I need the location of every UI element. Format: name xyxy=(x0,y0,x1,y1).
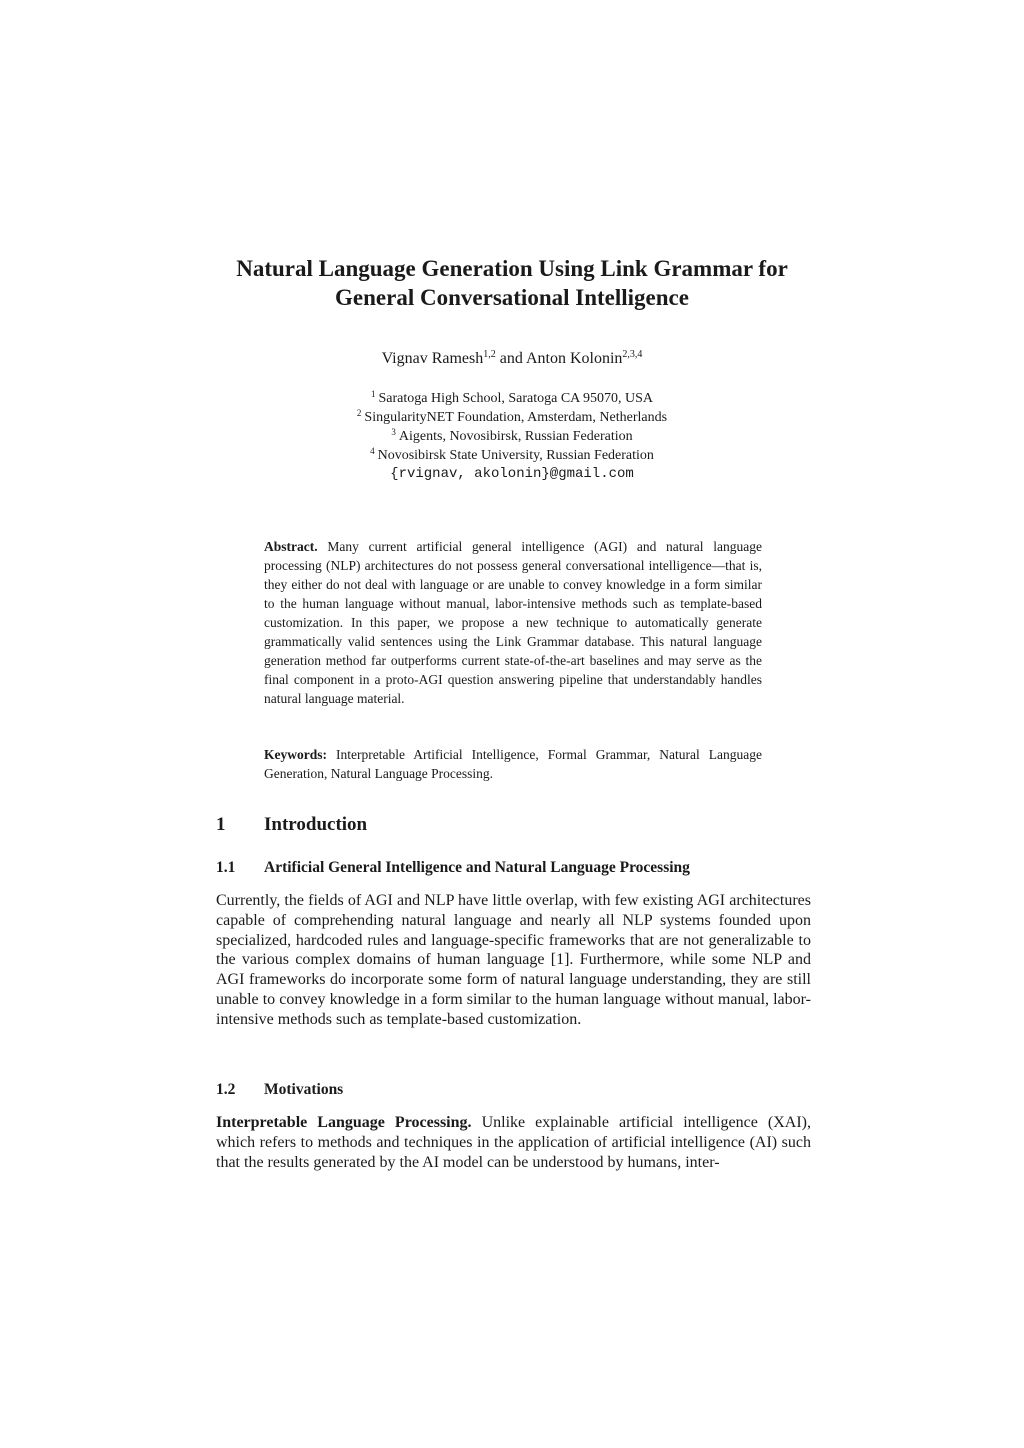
author-1: Vignav Ramesh xyxy=(381,350,484,367)
section-title: Introduction xyxy=(264,814,368,835)
abstract xyxy=(264,537,762,708)
subsection-number: 1.2 xyxy=(216,1081,236,1098)
paragraph-2-label: Interpretable Language Processing. xyxy=(216,1114,472,1131)
subsection-title: Motivations xyxy=(264,1081,344,1098)
abstract-label: Abstract. xyxy=(264,539,318,554)
author-email: {rvignav, akolonin}@gmail.com xyxy=(390,466,634,482)
body-paragraph-2 xyxy=(216,1113,811,1172)
affiliation-4: $^4$ Novosibirsk State University, Russian Federation xyxy=(370,446,654,463)
section-heading-introduction xyxy=(216,813,367,837)
paper-title xyxy=(150,254,874,312)
affiliation-3: $^3$ Aigents, Novosibirsk, Russian Federation xyxy=(391,427,633,444)
title-line-1: Natural Language Generation Using Link Grammar for xyxy=(236,256,788,281)
author-2: Anton Kolonin xyxy=(525,350,623,367)
subsection-title: Artificial General Intelligence and Natural Language Processing xyxy=(264,859,690,876)
paragraph-2-text: Unlike explainable artificial intelligence (XAI), which refers to methods and techniques in the application of artificial intelligence (AI) such that the results generated by the AI model can be understood by humans, inter- xyxy=(216,1114,811,1171)
affiliation-2: $^2$ SingularityNET Foundation, Amsterdam, Netherlands xyxy=(356,408,668,425)
author-1-affil: 1,2 xyxy=(483,349,496,360)
author-connector: and xyxy=(495,350,526,367)
affiliations xyxy=(150,389,874,484)
author-2-affil: 2,3,4 xyxy=(622,349,643,360)
keywords-text: Interpretable Artificial Intelligence, Formal Grammar, Natural Language Generation, Natural Language Processing. xyxy=(264,747,762,781)
subsection-heading-agi-nlp xyxy=(216,858,690,878)
subsection-number: 1.1 xyxy=(216,859,236,876)
section-number: 1 xyxy=(216,814,226,835)
affiliation-1: $^1$ Saratoga High School, Saratoga CA 95070, USA xyxy=(370,389,654,406)
keywords-label: Keywords: xyxy=(264,747,327,762)
subsection-heading-motivations xyxy=(216,1080,343,1100)
title-line-2: General Conversational Intelligence xyxy=(335,285,689,310)
abstract-text: Many current artificial general intelligence (AGI) and natural language processing (NLP) architectures do not possess general conversational intelligence—that is, they either do not deal with language or are unable to convey knowledge in a form similar to the human language without manual, labor-intensive methods such as template-based customization. In this paper, we propose a new technique to automatically generate grammatically valid sentences using the Link Grammar database. This natural language generation method far outperforms current state-of-the-art baselines and may serve as the final component in a proto-AGI question answering pipeline that understandably handles natural language material. xyxy=(264,539,762,706)
author-line xyxy=(150,349,874,369)
keywords xyxy=(264,745,762,783)
body-paragraph-1: Currently, the fields of AGI and NLP have little overlap, with few existing AGI architectures capable of comprehending natural language and nearly all NLP systems founded upon specialized, hardcoded rules and language-specific frameworks that are not generalizable to the various complex domains of human language [1]. Furthermore, while some NLP and AGI frameworks do incorporate some form of natural language understanding, they are still unable to convey knowledge in a form similar to the human language without manual, labor-intensive methods such as template-based customization. xyxy=(216,892,811,1028)
